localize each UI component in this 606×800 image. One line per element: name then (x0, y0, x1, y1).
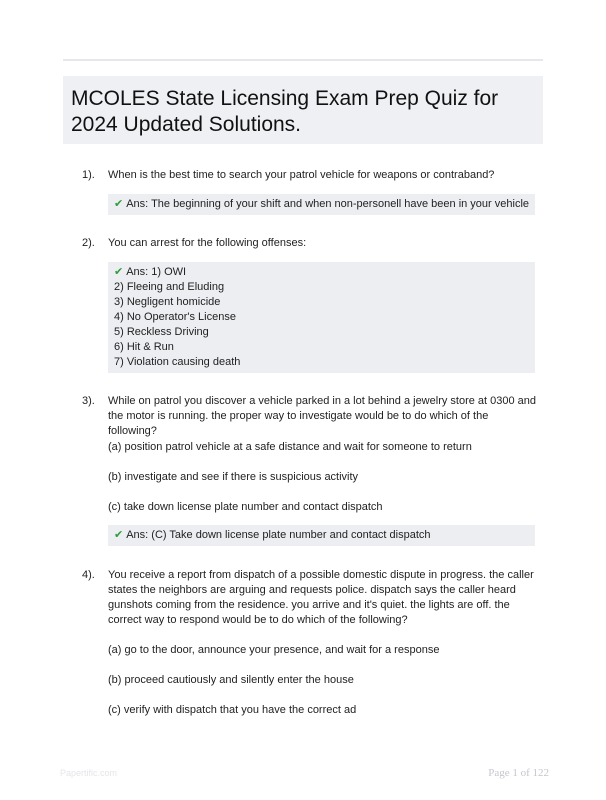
page-title: MCOLES State Licensing Exam Prep Quiz for 2024 Updated Solutions. (71, 87, 499, 136)
option-c: (c) take down license plate number and contact dispatch (108, 501, 383, 513)
check-icon: ✔ (114, 266, 124, 278)
answer-line: 2) Fleeing and Eluding (114, 281, 225, 293)
question-number: 2). (82, 237, 95, 249)
option-c: (c) verify with dispatch that you have the correct ad (108, 704, 357, 716)
option-b: (b) proceed cautiously and silently enter the house (108, 674, 354, 686)
answer-line: 6) Hit & Run (114, 341, 174, 353)
check-icon: ✔ (114, 529, 124, 541)
answer-line: 7) Violation causing death (114, 356, 241, 368)
answer-box-2 (108, 262, 535, 373)
answer-line: 4) No Operator's License (114, 311, 236, 323)
answer-text: Ans: The beginning of your shift and when non-personell have been in your vehicle (126, 198, 530, 210)
top-divider (63, 59, 543, 61)
answer-line: 5) Reckless Driving (114, 326, 209, 338)
question-text: You can arrest for the following offenses: (108, 237, 307, 249)
answer-text: Ans: (C) Take down license plate number and contact dispatch (126, 529, 431, 541)
answer-box-3 (108, 525, 535, 546)
question-text: You receive a report from dispatch of a possible domestic dispute in progress. the caller states the neighbors are arguing and requests police. dispatch says the caller heard gunshots coming from the residence. you arrive and it's quiet. the lights are off. the correct way to respond would be to do which of the following? (108, 569, 534, 626)
page-number: Page 1 of 122 (488, 767, 549, 779)
question-number: 1). (82, 169, 95, 181)
answer-box-1 (108, 194, 535, 215)
answer-text: Ans: 1) OWI (126, 266, 187, 278)
question-number: 3). (82, 395, 95, 407)
option-b: (b) investigate and see if there is suspicious activity (108, 471, 359, 483)
question-text: When is the best time to search your patrol vehicle for weapons or contraband? (108, 169, 495, 181)
option-a: (a) go to the door, announce your presence, and wait for a response (108, 644, 440, 656)
watermark: Papertific.com (60, 768, 118, 778)
check-icon: ✔ (114, 198, 124, 210)
option-a: (a) position patrol vehicle at a safe distance and wait for someone to return (108, 441, 472, 453)
question-number: 4). (82, 569, 95, 581)
title-banner (63, 76, 543, 144)
question-text: While on patrol you discover a vehicle parked in a lot behind a jewelry store at 0300 and the motor is running. the proper way to investigate would be to do which of the following? (108, 395, 537, 437)
answer-line: 3) Negligent homicide (114, 296, 221, 308)
